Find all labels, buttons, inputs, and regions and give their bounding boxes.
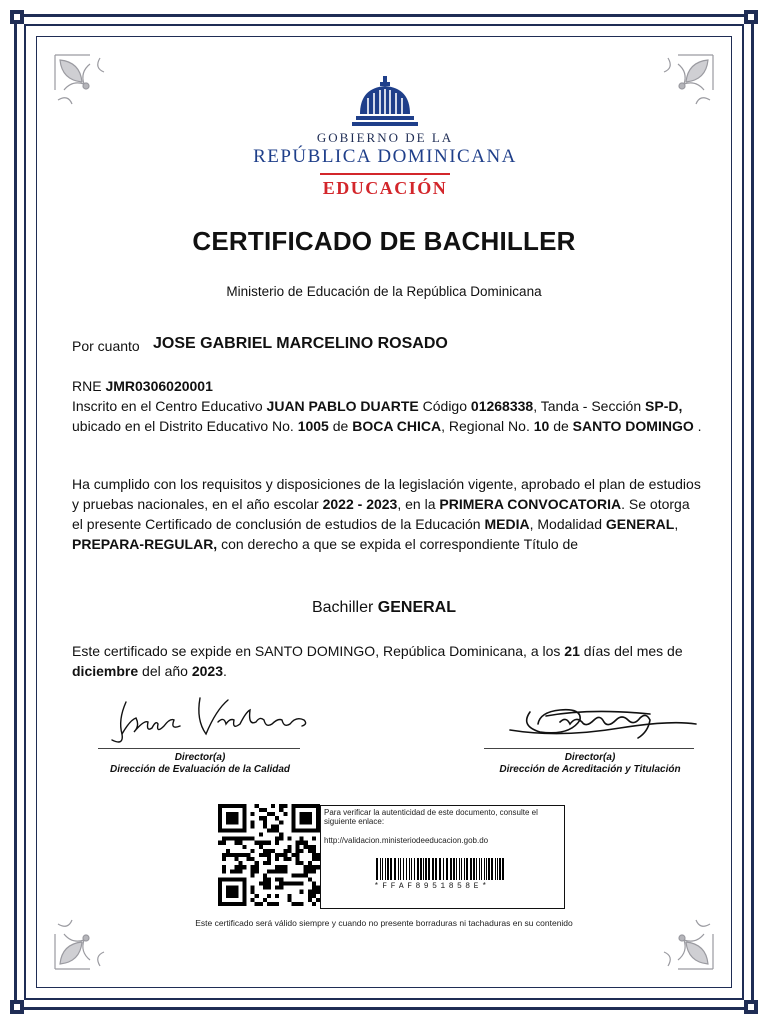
details-text: Código xyxy=(422,398,468,414)
details-text: Inscrito en el Centro Educativo xyxy=(72,398,263,414)
corner-square-tr xyxy=(744,10,758,24)
regional-number: 10 xyxy=(533,418,550,434)
rne-label: RNE xyxy=(72,378,102,394)
barcode-text: *FFAF8951858E* xyxy=(374,882,491,891)
issue-month: diciembre xyxy=(72,663,139,679)
gov-line-2: REPÚBLICA DOMINICANA xyxy=(253,146,517,167)
signature-line-right xyxy=(484,748,694,749)
rne-value: JMR0306020001 xyxy=(105,378,213,394)
details-text: . xyxy=(697,418,702,434)
gov-line-1: GOBIERNO DE LA xyxy=(316,130,454,145)
degree-label: Bachiller xyxy=(311,599,374,616)
ministry-subtitle: Ministerio de Educación de la República Dominicana xyxy=(226,284,542,299)
convocatoria: PRIMERA CONVOCATORIA xyxy=(439,496,622,512)
details-text: , Tanda - Sección xyxy=(533,398,642,414)
corner-ornament-br xyxy=(648,904,718,974)
details-text: de xyxy=(553,418,569,434)
government-logo xyxy=(220,74,550,202)
signature-dept-right: Dirección de Acreditación y Titulación xyxy=(499,764,681,775)
accomplishment-text: Ha cumplido con los requisitos y disposiciones de la legislación vigente, aprobado el plan de estudios y pruebas nacionales, en el año escolar xyxy=(72,476,701,512)
degree-value: GENERAL xyxy=(377,599,457,616)
details-text: de xyxy=(332,418,349,434)
corner-square-tl xyxy=(10,10,24,24)
signature-dept-left: Dirección de Evaluación de la Calidad xyxy=(109,764,291,775)
issuance-text: del año xyxy=(142,663,188,679)
accomplishment-text: , Modalidad xyxy=(529,516,602,532)
school-name: JUAN PABLO DUARTE xyxy=(266,398,419,414)
red-divider xyxy=(320,173,450,175)
student-prefix: Por cuanto xyxy=(72,338,140,354)
details-paragraph xyxy=(72,376,702,436)
issuance-text: días del mes de xyxy=(583,643,683,659)
signature-role-right: Director(a) xyxy=(564,752,616,763)
barcode-icon xyxy=(376,858,506,880)
signature-line-left xyxy=(98,748,300,749)
education-level: MEDIA xyxy=(484,516,530,532)
certificate-title: CERTIFICADO DE BACHILLER xyxy=(192,226,576,256)
corner-square-br xyxy=(744,1000,758,1014)
signature-caption-left xyxy=(80,752,320,776)
regional-name: SANTO DOMINGO xyxy=(572,418,694,434)
accomplishment-text: . Se otorga el presente Certificado de conclusión de estudios de la Educación xyxy=(72,496,690,532)
details-text: ubicado en el Distrito Educativo No. xyxy=(72,418,294,434)
qr-code-icon[interactable] xyxy=(218,804,320,906)
modality: GENERAL xyxy=(605,516,675,532)
signature-left-image xyxy=(100,690,320,750)
verification-text: Para verificar la autenticidad de este documento, consulte el siguiente enlace: xyxy=(324,808,538,826)
issuance-text: . xyxy=(223,663,227,679)
issuance-text: Este certificado se expide en SANTO DOMINGO, República Dominicana, a los xyxy=(72,643,561,659)
validity-note: Este certificado será válido siempre y cuando no presente borraduras ni tachaduras en su contenido xyxy=(195,918,573,928)
issue-day: 21 xyxy=(564,643,580,659)
section: SP-D, xyxy=(645,398,683,414)
corner-ornament-bl xyxy=(50,904,120,974)
dome-icon xyxy=(350,76,420,130)
accomplishment-text: , xyxy=(674,516,679,532)
signature-right-image xyxy=(500,698,700,748)
school-year: 2022 - 2023 xyxy=(322,496,398,512)
verification-url[interactable]: http://validacion.ministeriodeeducacion.gob.do xyxy=(324,836,489,845)
accomplishment-text: , en la xyxy=(397,496,436,512)
student-name: JOSE GABRIEL MARCELINO ROSADO xyxy=(153,335,448,352)
issuance-paragraph xyxy=(72,641,702,681)
district-number: 1005 xyxy=(297,418,329,434)
corner-square-bl xyxy=(10,1000,24,1014)
corner-ornament-tr xyxy=(648,50,718,120)
degree-line xyxy=(0,599,768,617)
school-code: 01268338 xyxy=(470,398,534,414)
details-text: , Regional No. xyxy=(441,418,530,434)
program: PREPARA-REGULAR, xyxy=(72,536,218,552)
district-name: BOCA CHICA xyxy=(352,418,442,434)
issue-year: 2023 xyxy=(191,663,224,679)
accomplishment-text: con derecho a que se expida el correspondiente Título de xyxy=(221,536,579,552)
ministry-short-name: EDUCACIÓN xyxy=(322,178,448,198)
signature-caption-right xyxy=(470,752,710,776)
signature-role-left: Director(a) xyxy=(174,752,226,763)
corner-ornament-tl xyxy=(50,50,120,120)
accomplishment-paragraph xyxy=(72,474,702,554)
